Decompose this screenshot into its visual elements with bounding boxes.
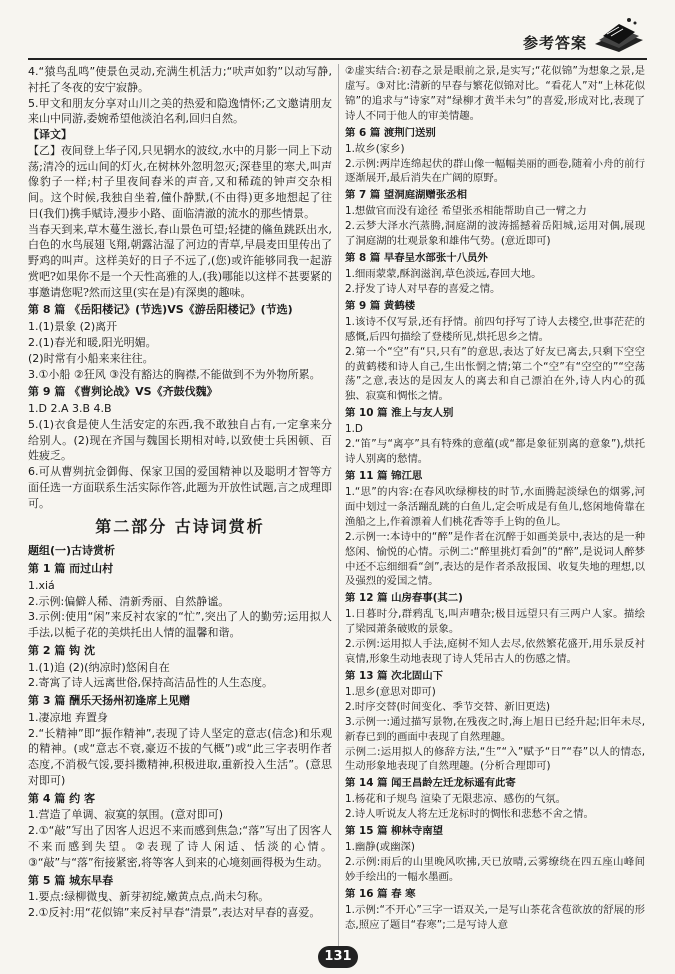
header-rule xyxy=(28,58,647,60)
section-heading: 第 9 篇 《曹刿论战》VS《齐鼓伐魏》 xyxy=(28,385,218,399)
answer-line: 5.(1)衣食是使人生活安定的东西,我不敢独自占有,一定拿来分给别人。(2)现在齐国与魏国长期相对峙,以致使士兵困顿、百姓疲乏。 xyxy=(28,417,332,463)
section-heading: 第 5 篇 城东早春 xyxy=(28,873,114,887)
answer-line: 1.该诗不仅写景,还有抒情。前四句抒写了诗人去楼空,世事茫茫的感慨,后四句描绘了登楼所见,烘托思乡之情。 xyxy=(345,315,645,343)
header-title: 参考答案 xyxy=(522,34,587,52)
answer-line: 3.示例一:通过描写景物,在残夜之时,海上旭日已经升起;旧年未尽,新春已到的画面中表现了自然理趣。 xyxy=(345,715,645,743)
answer-line: 1.营造了单调、寂寞的氛围。(意对即可) xyxy=(28,808,224,822)
section-heading: 第 10 篇 淮上与友人别 xyxy=(345,407,454,420)
section-heading: 第 16 篇 春 寒 xyxy=(345,887,416,900)
answer-line: 6.可从曹刿抗金御侮、保家卫国的爱国精神以及聪明才智等方面任选一方面联系生活实际作答,此题为开放性试题,言之成理即可。 xyxy=(28,465,332,510)
answer-line: 2.云梦大泽水汽蒸腾,洞庭湖的波涛摇撼着岳阳城,运用对偶,展现了洞庭湖的壮观景象和雄伟气势。(意近即可) xyxy=(345,220,645,248)
page-header xyxy=(0,0,675,60)
translation-tag: 【译文】 xyxy=(28,128,72,142)
answer-line: 2.第一个“空”有“只,只有”的意思,表达了好友已离去,只剩下空空的黄鹤楼和诗人自己,生出怅惘之情;第二个“空”有“空空的”“空荡荡”之意,表达的是因友人的离去和自己漂泊在外,诗人内心的孤独、寂寞和惆怅之情。 xyxy=(345,345,645,403)
answer-line: 2.示例:雨后的山里晚风吹拂,天已放晴,云雾缭绕在四五座山峰间妙手绘出的一幅水墨画。 xyxy=(345,856,645,883)
section-heading: 第 14 篇 闻王昌龄左迁龙标遥有此寄 xyxy=(345,777,516,790)
column-divider xyxy=(338,64,339,954)
section-heading: 第 15 篇 柳林寺南望 xyxy=(345,825,444,838)
answer-line: 1.日暮时分,群鸦乱飞,叫声嘈杂;极目远望只有三两户人家。描绘了梁园萧条破败的景象。 xyxy=(345,608,645,636)
answer-line: 2.①“敲”写出了因客人迟迟不来而感到焦急;“落”写出了因客人不来而感到失望。②表现了诗人闲适、恬淡的心情。③“敲”与“落”衔接紧密,将等客人到来的心境刻画得极为生动。 xyxy=(28,824,332,869)
answer-line: 1.幽静(或幽深) xyxy=(345,841,415,854)
answer-line: (2)时常有小船来来往往。 xyxy=(28,351,154,365)
answer-line: 1.要点:绿柳微曳、新芽初绽,嫩黄点点,尚未匀称。 xyxy=(28,890,270,904)
answer-line: 1.杨花和子规鸟 渲染了无限悲凉、感伤的气氛。 xyxy=(345,793,567,806)
page-number: 131 xyxy=(318,946,358,968)
section-heading: 第 4 篇 约 客 xyxy=(28,791,95,805)
right-column xyxy=(345,64,645,933)
answer-line: 1.D xyxy=(345,423,363,436)
book-logo-icon xyxy=(591,14,645,54)
answer-line: 1.(1)追 (2)(纳凉时)悠闲自在 xyxy=(28,660,170,674)
section-heading: 第 7 篇 望洞庭湖赠张丞相 xyxy=(345,189,467,202)
section-heading: 第 2 篇 钩 沈 xyxy=(28,643,95,657)
answer-line: 2.示例一:本诗中的“醉”是作者在沉醉于如画美景中,表达的是一种悠闲、愉悦的心情。示例二:“醉里挑灯看剑”的“醉”,是说词人醉梦中还不忘细细看“剑”,表达的是作者杀敌报国、收复失地的理想,以及强烈的爱国之情。 xyxy=(345,530,645,588)
answer-line: 2.时序交替(时间变化、季节交替、新旧更迭) xyxy=(345,700,551,713)
section-heading: 第 8 篇 早春呈水部张十八员外 xyxy=(345,252,488,265)
answer-line: 5.甲文和朋友分享对山川之美的热爱和隐逸情怀;乙文邀请朋友来山中同游,委婉希望他淡泊名利,回归自然。 xyxy=(28,96,332,126)
answer-line: 2.①反衬:用“花似锦”来反衬早春“清景”,表达对早春的喜爱。 xyxy=(28,906,321,920)
answer-line: 示例二:运用拟人的修辞方法,“生”“入”赋予“日”“春”以人的情态,生动形象地表现了自然理趣。(分析合理即可) xyxy=(345,745,645,773)
answer-line: 2.“长精神”即“振作精神”,表现了诗人坚定的意志(信念)和乐观的精神。(或“意志不衰,豪迈不拔的气概”)或“此三字表明作者态度,不消极气馁,要抖擞精神,积极进取,重新投入生活”。(意思对即可) xyxy=(28,726,332,787)
section-heading: 第 9 篇 黄鹤楼 xyxy=(345,299,416,312)
answer-line: ②虚实结合:初春之景是眼前之景,是实写;“花似锦”为想象之景,是虚写。③对比:清新的早春与繁花似锦对比。“看花人”对“上林花似锦”的追求与“诗家”对“绿柳才黄半未匀”的喜爱,形成对比,表现了诗人不同于他人的审美情趣。 xyxy=(345,65,645,122)
answer-line: 2.(1)春光和暖,阳光明媚。 xyxy=(28,336,157,350)
answer-line: 2.示例:运用拟人手法,庭树不知人去尽,依然繁花盛开,用乐景反衬哀情,形象生动地表现了诗人凭吊古人的伤感之情。 xyxy=(345,638,645,666)
answer-line: 2.抒发了诗人对早春的喜爱之情。 xyxy=(345,282,501,295)
answer-line: 2.诗人听说友人将左迁龙标时的惆怅和悲愁不舍之情。 xyxy=(345,808,594,821)
answer-line: 2.示例:偏僻人稀、清新秀丽、自然静谧。 xyxy=(28,594,230,608)
part-heading: 第二部分 古诗词赏析 xyxy=(95,517,265,537)
left-column xyxy=(28,64,332,921)
answer-line: 1.凄凉地 弃置身 xyxy=(28,710,108,724)
section-heading: 第 11 篇 锦江思 xyxy=(345,469,423,482)
answer-line: 1.D 2.A 3.B 4.B xyxy=(28,402,112,416)
section-heading: 第 3 篇 酬乐天扬州初逢席上见赠 xyxy=(28,694,191,708)
answer-line: 1.思乡(意思对即可) xyxy=(345,685,436,698)
answer-line: 2.“笛”与“离亭”具有特殊的意蕴(或“都是象征别离的意象”),烘托诗人别离的愁情。 xyxy=(345,438,645,466)
section-heading: 第 6 篇 渡荆门送别 xyxy=(345,126,436,139)
answer-line: 1.示例:“不开心”三字一语双关,一是写山茶花含苞欲放的舒展的形态,照应了题目“春寒”;二是写诗人意 xyxy=(345,903,645,931)
group-heading: 题组(一)古诗赏析 xyxy=(28,544,116,558)
answer-line: 1.“思”的内容:在春风吹绿柳枝的时节,水面腾起淡绿色的烟雾,河面中划过一条活蹦乱跳的白鱼儿,定会听成是有鱼儿,悠闲地倚靠在渔船之上,作着漂着人们桃花香等手上钩的鱼儿。 xyxy=(345,485,645,528)
answer-line: 2.示例:两岸连绵起伏的群山像一幅幅美丽的画卷,随着小舟的前行逐渐展开,最后消失在广阔的原野。 xyxy=(345,157,645,185)
section-heading: 第 13 篇 次北固山下 xyxy=(345,669,444,682)
translation-paragraph: 【乙】夜间登上华子冈,只见辋水的波纹,水中的月影一同上下动荡;清冷的远山间的灯火,在树林外忽明忽灭;深巷里的寒犬,叫声像豹子一样;村子里夜间舂米的声音,又和稀疏的钟声交杂相间。这个时候,我独自坐着,僮仆静默,(不由得)更多地想起了往日(我们)携手赋诗,漫步小路、面临清澈的流水的那些情景。 xyxy=(28,143,332,220)
translation-paragraph: 当春天到来,草木蔓生滋长,春山景色可望;轻捷的鯈鱼跳跃出水,白色的水鸟展翅飞翔,朝露沾湿了河边的青草,早晨麦田里传出了野鸡的叫声。这样美好的日子不远了,(您)或许能够同我一起游赏吧?如果你不是一个天性高雅的人,(我)哪能以这样不甚要紧的事邀请您呢?然而这里(实在是)有深奥的趣味。 xyxy=(28,222,332,299)
answer-line: 1.细雨蒙蒙,酥润滋润,草色淡远,春回大地。 xyxy=(345,267,542,280)
answer-line: 1.想做官而没有途径 希望张丞相能帮助自己一臂之力 xyxy=(345,205,587,218)
section-heading: 第 12 篇 山房春事(其二) xyxy=(345,592,463,605)
answer-line: 3.示例:使用“闲”来反衬农家的“忙”,突出了人的勤劳;运用拟人手法,以栀子花的美烘托出人情的温馨和谐。 xyxy=(28,610,332,640)
answer-line: 1.(1)景象 (2)离开 xyxy=(28,320,118,334)
section-heading: 第 1 篇 而过山村 xyxy=(28,561,114,575)
answer-line: 1.故乡(家乡) xyxy=(345,142,405,155)
answer-line: 4.“猿鸟乱鸣”使景色灵动,充满生机活力;“吠声如豹”以动写静,衬托了冬夜的安宁寂静。 xyxy=(28,65,332,94)
answer-line: 3.①小船 ②狂风 ③没有豁达的胸襟,不能做到不为外物所累。 xyxy=(28,367,321,381)
section-heading: 第 8 篇 《岳阳楼记》(节选)VS《游岳阳楼记》(节选) xyxy=(28,303,293,317)
answer-line: 1.xiá xyxy=(28,578,55,592)
answer-line: 2.寄寓了诗人远离世俗,保持高洁品性的人生态度。 xyxy=(28,676,273,690)
